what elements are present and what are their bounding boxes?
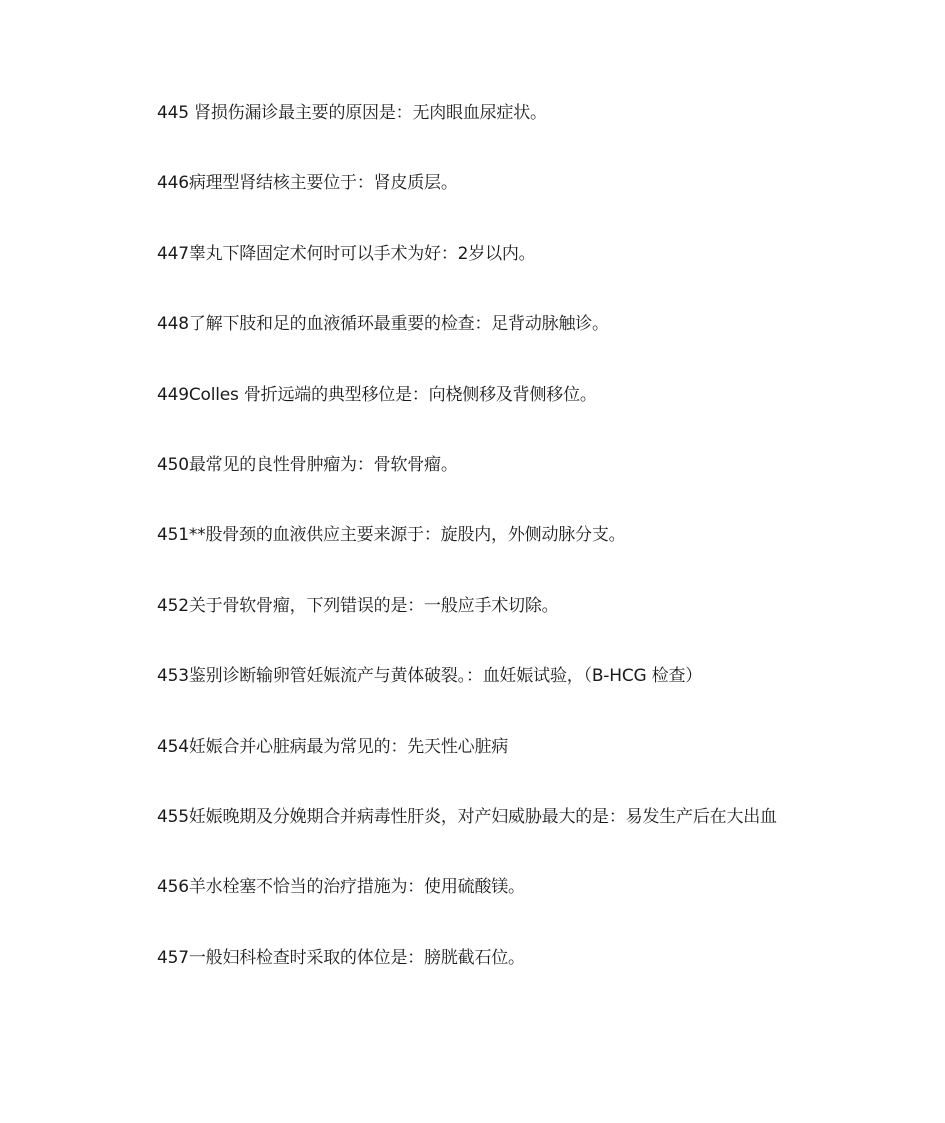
list-item: 448了解下肢和足的血液循环最重要的检查：足背动脉触诊。 bbox=[157, 314, 609, 335]
list-item: 446病理型肾结核主要位于：肾皮质层。 bbox=[157, 173, 458, 194]
list-item: 451**股骨颈的血液供应主要来源于：旋股内，外侧动脉分支。 bbox=[157, 525, 626, 546]
list-item: 457一般妇科检查时采取的体位是：膀胱截石位。 bbox=[157, 947, 525, 968]
list-item: 455妊娠晚期及分娩期合并病毒性肝炎，对产妇威胁最大的是：易发生产后在大出血 bbox=[157, 806, 777, 827]
list-item: 447睾丸下降固定术何时可以手术为好：2岁以内。 bbox=[157, 243, 536, 264]
list-item: 453鉴别诊断输卵管妊娠流产与黄体破裂。：血妊娠试验，（B-HCG 检查） bbox=[157, 666, 703, 687]
list-item: 445 肾损伤漏诊最主要的原因是：无肉眼血尿症状。 bbox=[157, 103, 547, 123]
question-list bbox=[157, 100, 857, 1015]
list-item: 454妊娠合并心脏病最为常见的：先天性心脏病 bbox=[157, 736, 509, 757]
list-item: 449Colles 骨折远端的典型移位是：向桡侧移及背侧移位。 bbox=[157, 384, 597, 405]
list-item: 450最常见的良性骨肿瘤为：骨软骨瘤。 bbox=[157, 454, 458, 475]
list-item: 456羊水栓塞不恰当的治疗措施为：使用硫酸镁。 bbox=[157, 877, 525, 898]
list-item: 452关于骨软骨瘤，下列错误的是：一般应手术切除。 bbox=[157, 595, 559, 616]
